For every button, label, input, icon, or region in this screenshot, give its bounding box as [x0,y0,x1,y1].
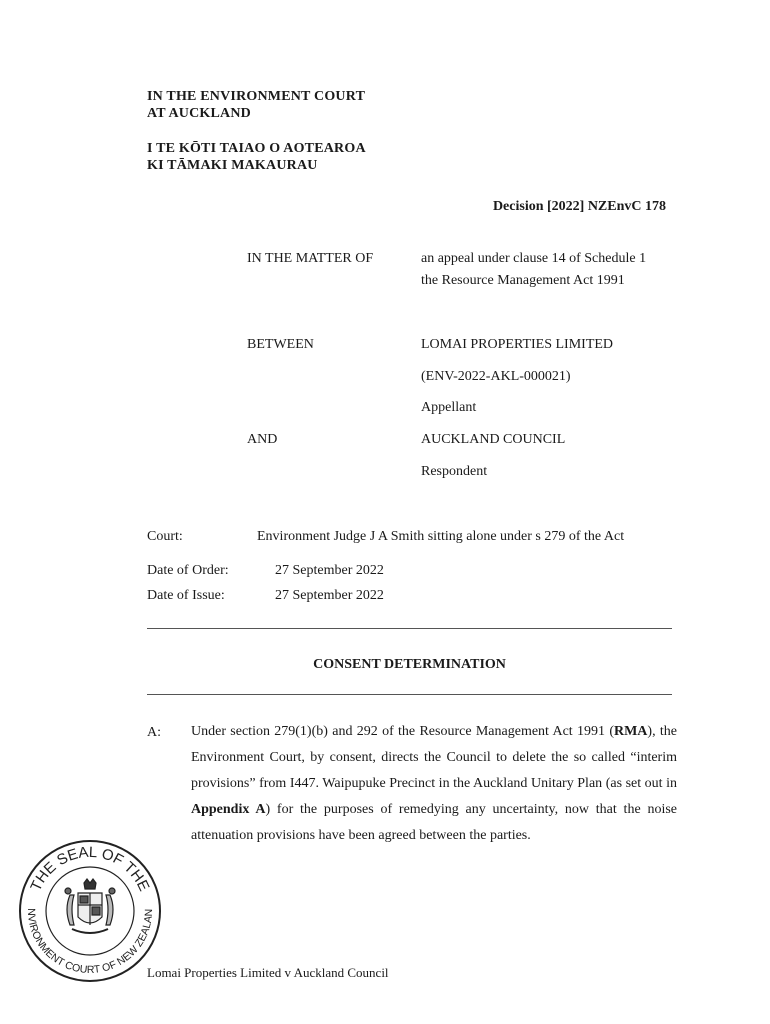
matter-label: IN THE MATTER OF [247,251,374,266]
appellant-name: LOMAI PROPERTIES LIMITED [421,337,614,352]
document-title: CONSENT DETERMINATION [313,657,506,672]
appellant-reference: (ENV-2022-AKL-000021) [421,369,571,384]
paragraph-text: ), the Environment Court, by consent, directs the Council to delete the so called “interim provisions” from I447. Waipupuke Precinct in the Auckland Unitary Plan (as set out in [191,724,677,791]
court-location-line: KI TĀMAKI MAKAURAU [147,158,318,173]
rma-abbreviation: RMA [613,724,648,739]
order-date: 27 September 2022 [275,563,384,578]
matter-description: an appeal under clause 14 of Schedule 1 [421,251,647,266]
court-name-maori [147,140,366,174]
seal-text-top: THE SEAL OF THE [27,843,153,894]
matter-description-cont: the Resource Management Act 1991 [421,273,625,288]
issue-date: 27 September 2022 [275,588,384,603]
court-seal [18,839,162,988]
paragraph-text: ) for the purposes of remedying any uncertainty, now that the noise attenuation provisions have been agreed between the parties. [191,802,677,843]
court-name-line: IN THE ENVIRONMENT COURT [147,89,366,104]
seal-text-bottom: NVIRONMENT COURT OF NEW ZEALAN [24,908,156,977]
decision-citation: Decision [2022] NZEnvC 178 [492,199,666,214]
court-location-line: AT AUCKLAND [147,106,251,121]
court-name-line: I TE KŌTI TAIAO O AOTEAROA [147,141,366,156]
paragraph-text: Under section 279(1)(b) and 292 of the Resource Management Act 1991 ( [191,724,614,739]
court-label: Court: [147,529,183,544]
respondent-name: AUCKLAND COUNCIL [421,432,566,447]
divider-top [147,628,672,629]
order-paragraph [191,719,677,849]
appendix-reference: Appendix A [191,802,266,817]
divider-bottom [147,694,672,695]
issue-date-label: Date of Issue: [147,588,225,603]
respondent-role: Respondent [421,464,488,479]
coat-of-arms-icon [65,879,115,933]
order-date-label: Date of Order: [147,563,229,578]
appellant-role: Appellant [421,400,477,415]
court-judge: Environment Judge J A Smith sitting alone under s 279 of the Act [257,529,625,544]
footer-case-name: Lomai Properties Limited v Auckland Council [147,965,389,980]
between-label: BETWEEN [247,337,314,352]
paragraph-label: A: [147,725,161,740]
court-name-english [147,88,365,122]
and-label: AND [247,432,278,447]
